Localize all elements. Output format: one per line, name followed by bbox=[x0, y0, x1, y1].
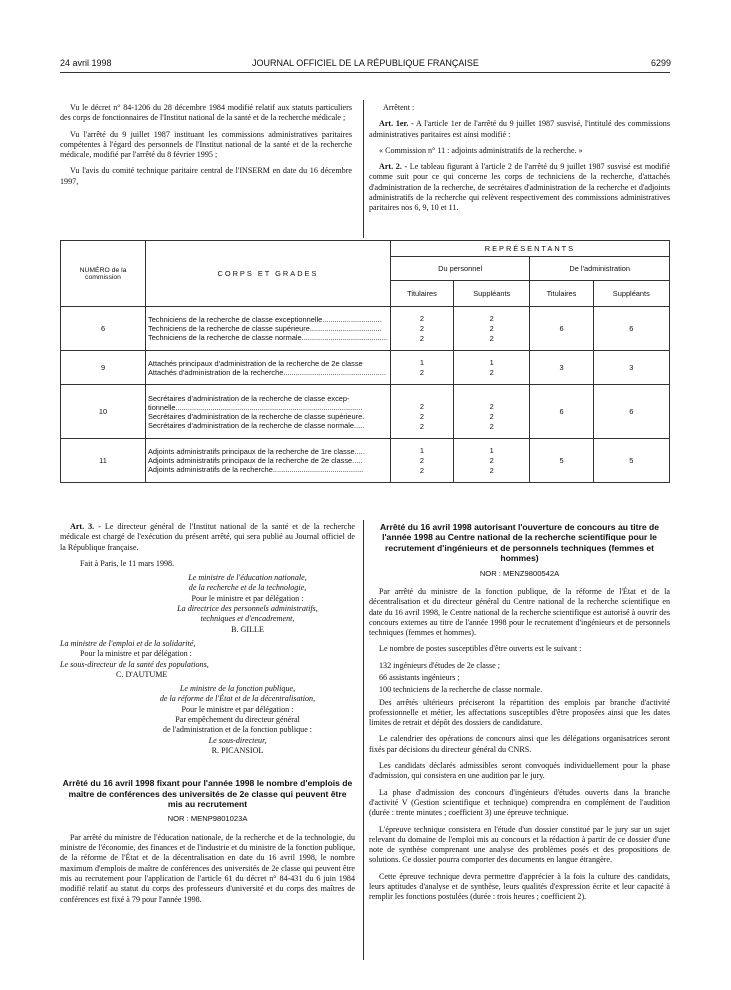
sig3-line: Pour le ministre et par délégation : bbox=[181, 704, 294, 714]
count-value: 2 bbox=[419, 333, 425, 343]
grade-line: Adjoints administratifs de la recherche............................................ bbox=[148, 465, 364, 474]
arrete-cnrs-paragraph: 100 techniciens de la recherche de classe normale. bbox=[379, 685, 543, 695]
article-1-text: A l'article 1er de l'arrêté du 9 juillet 1987 susvisé, l'intitulé des commissions administratives paritaires est ainsi modifié : bbox=[369, 119, 670, 139]
admin-titulaires-cell: 5 bbox=[530, 439, 593, 483]
count-value: 2 bbox=[419, 367, 425, 377]
sig1-line: techniques et d'encadrement, bbox=[200, 614, 295, 624]
bottom-right-column bbox=[369, 522, 670, 909]
article-2-label: Art. 2. - bbox=[379, 162, 408, 172]
page-number: 6299 bbox=[650, 58, 671, 68]
table-body bbox=[61, 307, 670, 483]
table-row bbox=[61, 307, 670, 351]
count-value: 2 bbox=[489, 367, 494, 377]
commission-number: 9 bbox=[61, 351, 146, 385]
sig2-line: Pour la ministre et par délégation : bbox=[80, 649, 192, 659]
col-corps: CORPS ET GRADES bbox=[146, 241, 391, 307]
grade-line: Attachés d'administration de la recherche.................................................. bbox=[148, 367, 387, 377]
admin-suppleants-cell: 6 bbox=[593, 307, 669, 351]
visa-2: Vu l'arrêté du 9 juillet 1987 instituant les commissions administratives paritaires compétentes à l'égard des personnels de l'Institut national de la santé et de la recherche médicale, modifié par l'arrêté du 8 février 1995 ; bbox=[60, 129, 352, 160]
count-value: 2 bbox=[489, 333, 494, 343]
admin-titulaires-cell: 6 bbox=[530, 385, 593, 439]
arrete-mcf-nor: NOR : MENP9801023A bbox=[167, 814, 248, 824]
grade-line: Secrétaires d'administration de la recherche de classe supérieure. bbox=[148, 411, 365, 421]
count-value: 1 bbox=[489, 357, 494, 367]
article-3 bbox=[60, 522, 355, 553]
arrete-cnrs-paragraph: La phase d'admission des concours d'ingénieurs d'études ouverts dans la branche d'activité V (Gestion scientifique et technique) comprendra en complément de l'audition (durée : trente minutes ; coefficient 3) une épreuve technique. bbox=[369, 787, 670, 818]
grade-line: Techniciens de la recherche de classe exceptionnelle............................. bbox=[148, 315, 382, 324]
sig3-line: de la réforme de l'État et de la décentralisation, bbox=[159, 694, 316, 704]
table-row bbox=[61, 439, 670, 483]
commission-number: 10 bbox=[61, 385, 146, 439]
article-2-text: Le tableau figurant à l'article 2 de l'arrêté du 9 juillet 1987 susvisé est modifié comme suit pour ce qui concerne les corps de techniciens de la recherche, d'attachés d'administration de la recherche, de secrétaires d'administration de la recherche et d'adjoints administratifs de la recherche qui relèvent respectivement des commissions administratives paritaires nos 6, 9, 10 et 11. bbox=[369, 162, 670, 213]
grade-line: Techniciens de la recherche de classe normale.......................................... bbox=[148, 333, 388, 342]
col-titulaires: Titulaires bbox=[390, 281, 453, 307]
admin-titulaires-cell: 6 bbox=[530, 307, 593, 351]
arrete-cnrs-paragraph: Par arrêté du ministre de la fonction publique, de la réforme de l'État et de la décentralisation et du directeur général du Centre national de la recherche scientifique en date du 16 avril 1998, le Centre national de la recherche scientifique est autorisé à ouvrir des concours externes au titre de l'année 1998 pour le recrutement d'ingénieurs et de personnels techniques (femmes et hommes). bbox=[369, 586, 670, 638]
arrete-cnrs-paragraph: 132 ingénieurs d'études de 2e classe ; bbox=[379, 660, 501, 670]
count-value: 2 bbox=[419, 465, 425, 475]
admin-suppleants-cell: 5 bbox=[593, 439, 669, 483]
count-value bbox=[393, 392, 451, 402]
journal-title: JOURNAL OFFICIEL DE LA RÉPUBLIQUE FRANÇAISE bbox=[252, 58, 479, 68]
commissions-table bbox=[60, 240, 670, 483]
table-row bbox=[61, 351, 670, 385]
suppleants-cell bbox=[454, 385, 530, 439]
col-administration: De l'administration bbox=[530, 257, 670, 281]
grade-line: Techniciens de la recherche de classe supérieure................................... bbox=[148, 324, 382, 333]
arrete-cnrs-paragraph: Des arrêtés ultérieurs préciseront la répartition des emplois par branche d'activité professionnelle et métier, les affectations susceptibles d'être proposées ainsi que les dates limites de retrait et dépôt des dossiers de candidature. bbox=[369, 697, 670, 728]
count-value: 2 bbox=[489, 313, 494, 323]
sig3-line: Le ministre de la fonction publique, bbox=[179, 684, 296, 694]
signature-education bbox=[60, 573, 355, 635]
arrete-cnrs-paragraph: Cette épreuve technique devra permettre d'apprécier à la fois la culture des candidats, leurs aptitudes d'analyse et de synthèse, leurs qualités d'expression écrite et leur capacité à remplir les fonctions postulées (durée : trois heures ; coefficient 2). bbox=[369, 871, 670, 902]
suppleants-cell bbox=[454, 351, 530, 385]
grade-line: Secrétaires d'administration de la recherche de classe normale..... bbox=[148, 420, 365, 430]
col-suppleants: Suppléants bbox=[454, 281, 530, 307]
count-value: 2 bbox=[489, 401, 494, 411]
grade-line: tionnelle........................................................................................... bbox=[148, 402, 363, 412]
col-admin-suppleants: Suppléants bbox=[593, 281, 669, 307]
count-value: 2 bbox=[489, 421, 494, 431]
suppleants-cell bbox=[454, 439, 530, 483]
count-value: 1 bbox=[419, 445, 425, 455]
sig3-line: Par empêchement du directeur général bbox=[175, 715, 300, 725]
count-value: 1 bbox=[419, 357, 425, 367]
signature-emploi bbox=[60, 639, 355, 680]
header-rule bbox=[60, 72, 670, 73]
grade-line: Adjoints administratifs principaux de la recherche de 2e classe..... bbox=[148, 456, 363, 465]
grade-line: Adjoints administratifs principaux de la recherche de 1re classe..... bbox=[148, 447, 365, 456]
sig1-line: Le ministre de l'éducation nationale, bbox=[188, 573, 307, 583]
column-divider bbox=[363, 100, 364, 238]
article-2 bbox=[369, 162, 670, 213]
grades-cell bbox=[146, 385, 391, 439]
titulaires-cell bbox=[390, 385, 453, 439]
grade-line: Secrétaires d'administration de la recherche de classe excep- bbox=[148, 393, 350, 403]
arrete-cnrs-paragraph: Le nombre de postes susceptibles d'être ouverts est le suivant : bbox=[379, 644, 582, 654]
sig2-name: C. D'AUTUME bbox=[116, 669, 168, 679]
bottom-left-column bbox=[60, 522, 355, 911]
grades-cell bbox=[146, 351, 391, 385]
article-1-label: Art. 1er. - bbox=[379, 119, 414, 129]
count-value: 2 bbox=[489, 465, 494, 475]
arrete-cnrs-paragraph: Le calendrier des opérations de concours ainsi que les délégations organisatrices seront fixés par décisions du directeur général du CNRS. bbox=[369, 734, 670, 754]
grades-cell bbox=[146, 307, 391, 351]
count-value: 2 bbox=[419, 313, 425, 323]
sig1-name: B. GILLE bbox=[231, 624, 264, 634]
count-value: 2 bbox=[419, 411, 425, 421]
count-value: 2 bbox=[489, 411, 494, 421]
sig1-line: Pour le ministre et par délégation : bbox=[191, 593, 304, 603]
sig2-line: Le sous-directeur de la santé des populations, bbox=[60, 659, 209, 669]
arrete-cnrs-title: Arrêté du 16 avril 1998 autorisant l'ouverture de concours au titre de l'année 1998 au Centre national de la recherche scientifique pour le recrutement d'ingénieurs et de personnels techniques (femmes et hommes) bbox=[379, 522, 660, 564]
visa-3: Vu l'avis du comité technique paritaire central de l'INSERM en date du 16 décembre 1997, bbox=[60, 166, 352, 186]
sig3-line: de l'administration et de la fonction publique : bbox=[162, 725, 313, 735]
titulaires-cell bbox=[390, 439, 453, 483]
sig3-name: R. PICANSIOL bbox=[211, 745, 264, 755]
sig1-line: La directrice des personnels administratifs, bbox=[177, 604, 318, 614]
commission-number: 6 bbox=[61, 307, 146, 351]
sig1-line: de la recherche et de la technologie, bbox=[188, 583, 307, 593]
article-1 bbox=[369, 119, 670, 140]
suppleants-cell bbox=[454, 307, 530, 351]
sig2-line: La ministre de l'emploi et de la solidarité, bbox=[60, 638, 196, 648]
arrete-cnrs-paragraph: Les candidats déclarés admissibles seront convoqués individuellement pour la phase d'admission, qui consistera en une audition par le jury. bbox=[369, 761, 670, 781]
visa-1: Vu le décret n° 84-1206 du 28 décembre 1984 modifié relatif aux statuts particuliers des corps de fonctionnaires de l'Institut national de la santé et de la recherche médicale ; bbox=[60, 103, 352, 123]
table-row bbox=[61, 385, 670, 439]
count-value: 2 bbox=[489, 455, 494, 465]
count-value bbox=[456, 392, 527, 402]
col-numero: NUMÉRO de la commission bbox=[61, 241, 146, 307]
admin-titulaires-cell: 3 bbox=[530, 351, 593, 385]
column-divider-bottom bbox=[363, 520, 364, 960]
top-left-column bbox=[60, 103, 352, 193]
titulaires-cell bbox=[390, 307, 453, 351]
signature-fonction-publique bbox=[60, 684, 355, 756]
count-value: 2 bbox=[489, 323, 494, 333]
grade-line: Attachés principaux d'administration de la recherche de 2e classe bbox=[148, 358, 363, 368]
count-value: 1 bbox=[489, 445, 494, 455]
col-representants: REPRÉSENTANTS bbox=[390, 241, 669, 257]
arrete-mcf-text: Par arrêté du ministre de l'éducation nationale, de la recherche et de la technologie, du ministre de l'économie, des finances et de l'industrie et du ministre de la fonction publique, de la réforme de l'État et de la décentralisation en date du 16 avril 1998, le nombre maximum d'emplois de maître de conférences des universités de 2e classe qui peuvent être mis au recrutement pour l'application de l'article 61 du décret n° 84-431 du 6 juin 1984 modifié relatif au statut du corps des professeurs d'université et du corps des maîtres de conférences est fixé à 79 pour l'année 1998. bbox=[60, 832, 355, 904]
grades-cell bbox=[146, 439, 391, 483]
arrete-mcf-title: Arrêté du 16 avril 1998 fixant pour l'année 1998 le nombre d'emplois de maître de conférences des universités de 2e classe qui peuvent être mis au recrutement bbox=[62, 778, 353, 810]
col-admin-titulaires: Titulaires bbox=[530, 281, 593, 307]
arrete-cnrs-paragraph: L'épreuve technique consistera en l'étude d'un dossier constitué par le jury sur un sujet relevant du domaine de l'emploi mis au concours et la rédaction à partir de ce dossier d'une note de synthèse comprenant une analyse des problèmes posés et des propositions de solutions. Ce dossier pourra comporter des documents en langue étrangère. bbox=[369, 824, 670, 865]
arrete-cnrs-body bbox=[369, 587, 670, 903]
admin-suppleants-cell: 3 bbox=[593, 351, 669, 385]
sig3-line: Le sous-directeur, bbox=[208, 735, 267, 745]
count-value: 2 bbox=[419, 421, 425, 431]
arrete-cnrs-paragraph: 66 assistants ingénieurs ; bbox=[379, 673, 460, 682]
commission-number: 11 bbox=[61, 439, 146, 483]
col-personnel: Du personnel bbox=[390, 257, 530, 281]
header-date: 24 avril 1998 bbox=[60, 58, 112, 68]
article-3-label: Art. 3. - bbox=[70, 522, 101, 531]
titulaires-cell bbox=[390, 351, 453, 385]
count-value: 2 bbox=[419, 401, 425, 411]
article-1-quote: « Commission n° 11 : adjoints administratifs de la recherche. » bbox=[379, 145, 583, 155]
arrete-cnrs-nor: NOR : MENZ9800542A bbox=[479, 568, 560, 578]
top-right-column bbox=[369, 103, 670, 220]
count-value: 2 bbox=[419, 455, 425, 465]
admin-suppleants-cell: 6 bbox=[593, 385, 669, 439]
article-3-text: Le directeur général de l'Institut national de la santé et de la recherche médicale est chargé de l'exécution du présent arrêté, qui sera publié au Journal officiel de la République française. bbox=[60, 522, 355, 552]
arretent: Arrêtent : bbox=[383, 103, 415, 112]
fait-a-paris: Fait à Paris, le 11 mars 1998. bbox=[80, 558, 175, 568]
count-value: 2 bbox=[419, 323, 425, 333]
